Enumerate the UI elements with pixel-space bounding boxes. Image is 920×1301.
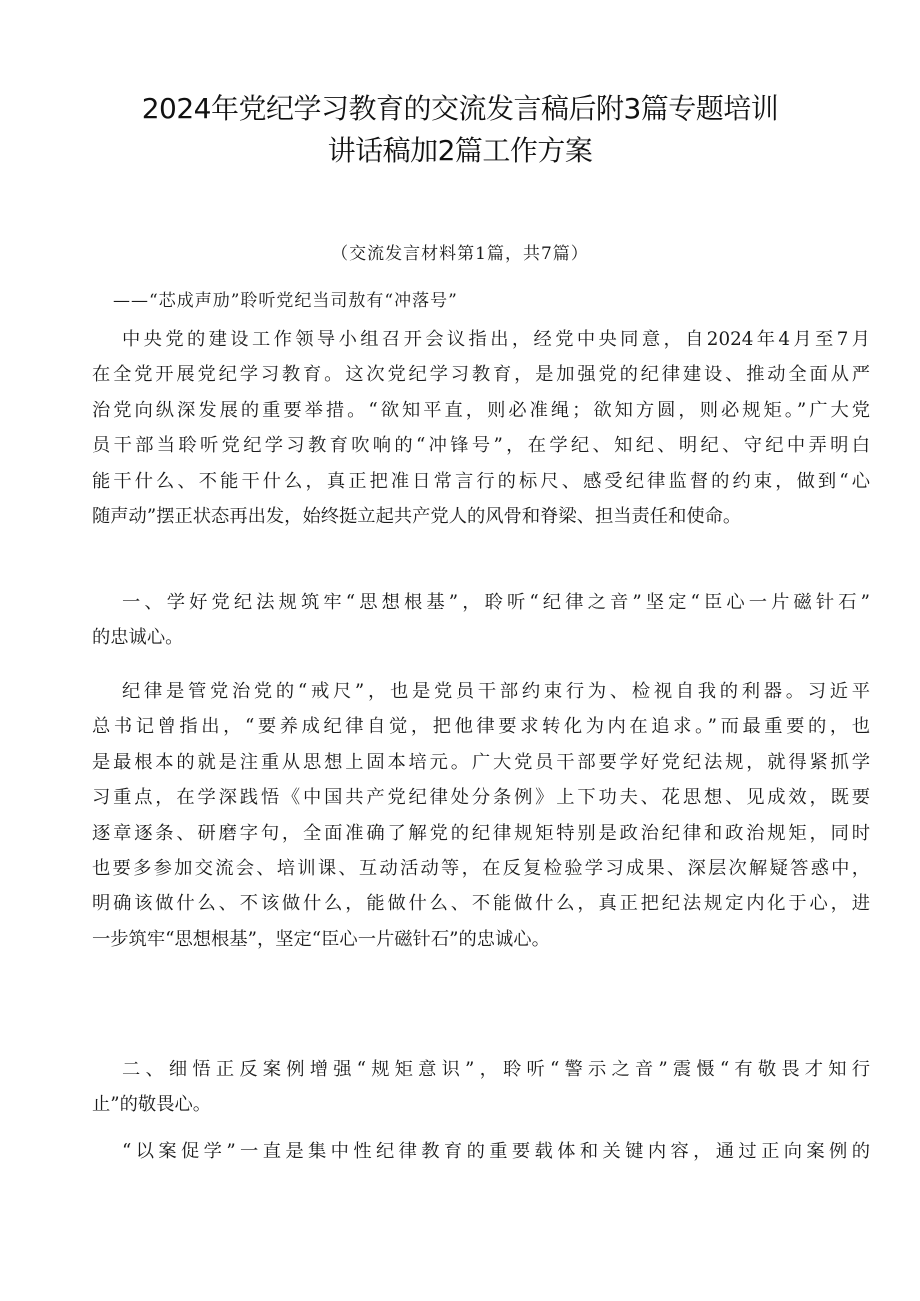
title-line-2: 讲话稿加2篇工作方案 — [327, 134, 593, 167]
paragraph-line: 能干什么、不能干什么，真正把准日常言行的标尺、感受纪律监督的约束，做到“心 — [92, 470, 870, 492]
paragraph-line: 随声动”摆正状态再出发，始终挺立起共产党人的风骨和脊梁、担当责任和使命。 — [92, 506, 742, 528]
paragraph-line: 是最根本的就是注重从思想上固本培元。广大党员干部要学好党纪法规，就得紧抓学 — [92, 751, 870, 773]
section-heading-1 — [92, 585, 870, 656]
paragraph-line: 员干部当聆听党纪学习教育吹响的“冲锋号”，在学纪、知纪、明纪、守纪中弄明白 — [92, 435, 870, 457]
section-body-1 — [92, 674, 870, 957]
paragraph-line: 明确该做什么、不该做什么，能做什么、不能做什么，真正把纪法规定内化于心，进 — [92, 893, 870, 915]
paragraph-line: 治党向纵深发展的重要举措。“欲知平直，则必准绳；欲知方圆，则必规矩。”广大党 — [92, 399, 870, 421]
paragraph-line: 止”的敬畏心。 — [92, 1094, 212, 1116]
paragraph-line: 习重点，在学深践悟《中国共产党纪律处分条例》上下功夫、花思想、见成效，既要 — [92, 787, 870, 809]
paragraph-line: 一、学好党纪法规筑牢“思想根基”，聆听“纪律之音”坚定“臣心一片磁针石” — [122, 592, 870, 613]
paragraph-line: 一步筑牢“思想根基”，坚定“臣心一片磁针石”的忠诚心。 — [92, 928, 550, 950]
paragraph-line: 二、细悟正反案例增强“规矩意识”，聆听“警示之音”震慑“有敬畏才知行 — [122, 1059, 870, 1080]
section-body-2 — [92, 1134, 870, 1169]
paragraph-line: 在全党开展党纪学习教育。这次党纪学习教育，是加强党的纪律建设、推动全面从严 — [92, 364, 870, 386]
paragraph-line: 中央党的建设工作领导小组召开会议指出，经党中央同意，自2024年4月至7月 — [122, 329, 870, 350]
document-subheading: ——“芯成声劢”聆听党纪当司敖有“冲落号” — [113, 291, 458, 311]
paragraph-line: 也要多参加交流会、培训课、互动活动等，在反复检验学习成果、深层次解疑答惑中， — [92, 858, 870, 880]
document-subtitle: （交流发言材料第1篇，共7篇） — [331, 244, 589, 264]
paragraph-line: “以案促学”一直是集中性纪律教育的重要载体和关键内容，通过正向案例的 — [122, 1141, 870, 1162]
title-line-1: 2024年党纪学习教育的交流发言稿后附3篇专题培训 — [141, 92, 779, 125]
paragraph-line: 纪律是管党治党的“戒尺”，也是党员干部约束行为、检视自我的利器。习近平 — [122, 681, 870, 702]
paragraph-line: 总书记曾指出，“要养成纪律自觉，把他律要求转化为内在追求。”而最重要的，也 — [92, 716, 870, 738]
document-title — [80, 88, 840, 172]
section-heading-2 — [92, 1052, 870, 1123]
paragraph-intro — [92, 322, 870, 534]
paragraph-line: 逐章逐条、研磨字句，全面准确了解党的纪律规矩特别是政治纪律和政治规矩，同时 — [92, 822, 870, 844]
paragraph-line: 的忠诚心。 — [92, 627, 184, 649]
